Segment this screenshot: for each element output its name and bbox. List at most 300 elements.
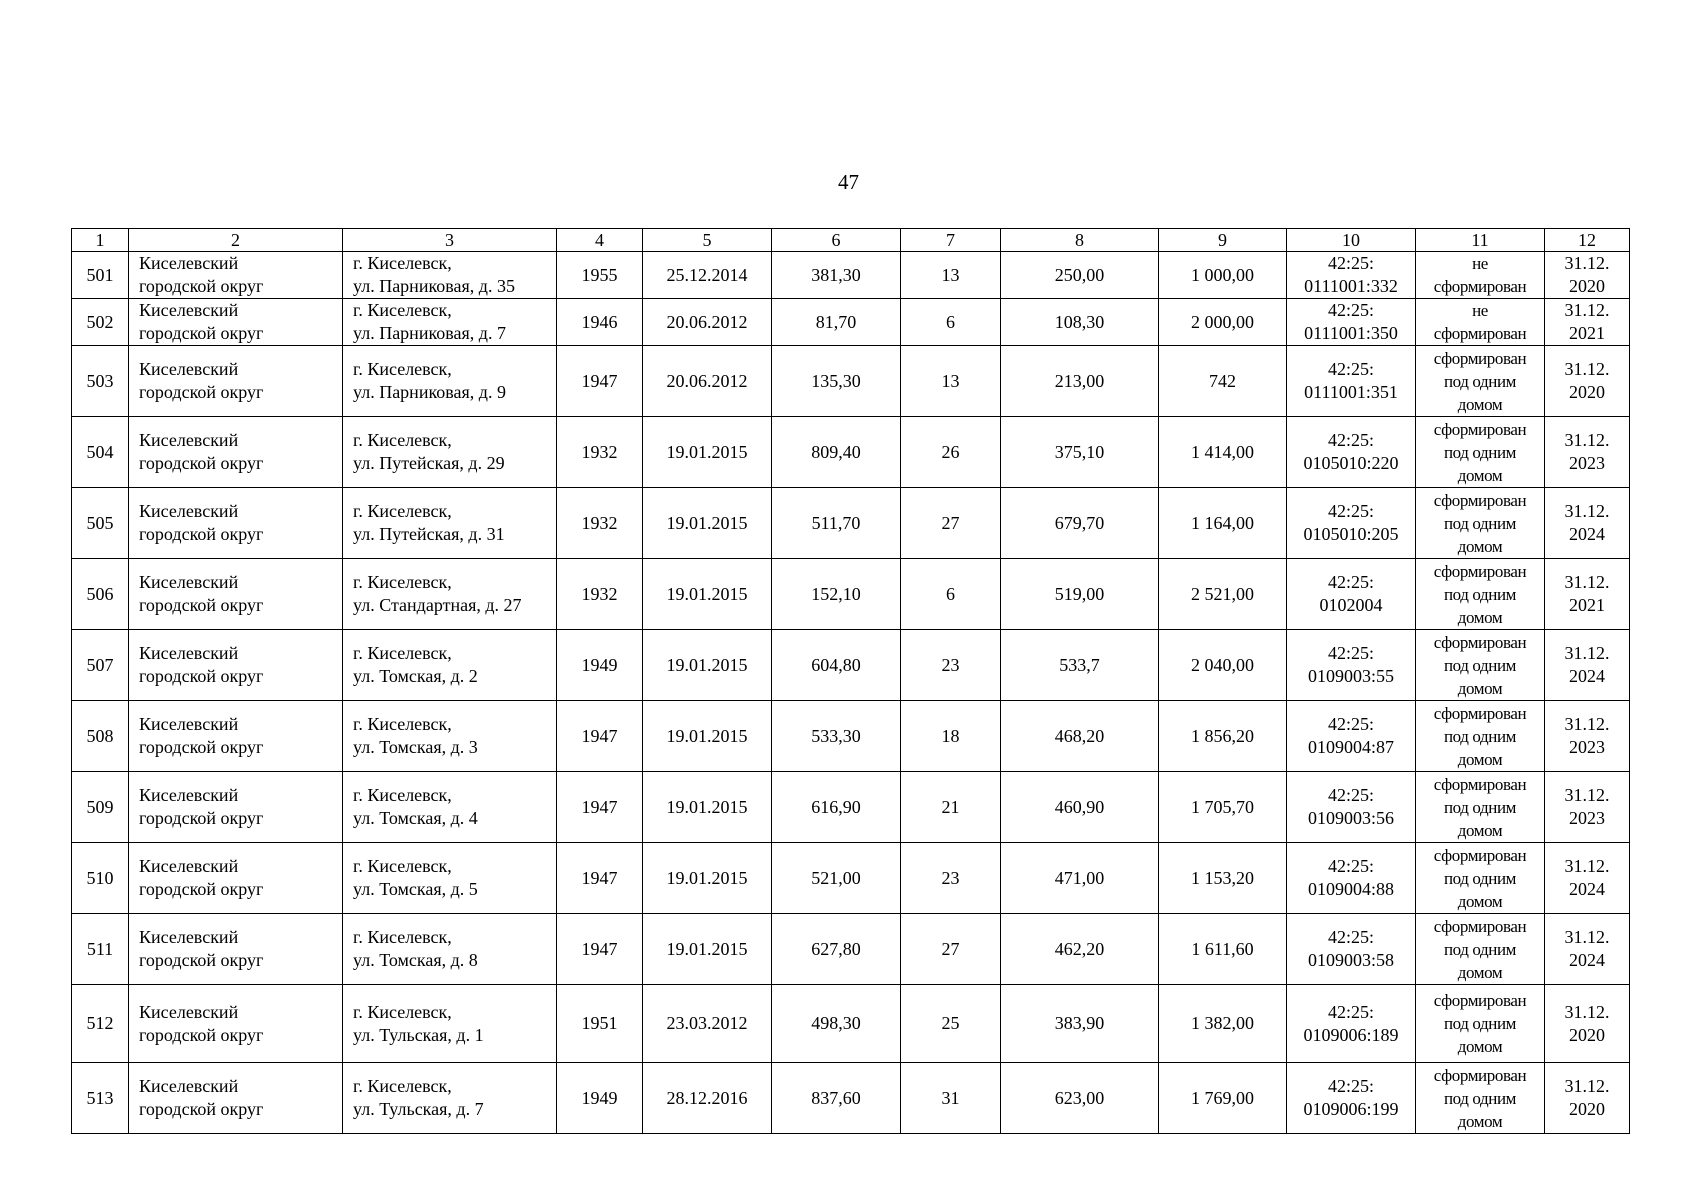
land-area-cell: 1 611,60 xyxy=(1159,914,1287,985)
cell-line: сформирован xyxy=(1433,419,1527,439)
address-cell xyxy=(343,772,557,843)
cell-line: сформирован xyxy=(1433,916,1527,936)
count-cell: 25 xyxy=(901,985,1001,1063)
column-number: 3 xyxy=(343,229,557,252)
area-cell: 498,30 xyxy=(772,985,901,1063)
deadline-cell xyxy=(1545,701,1630,772)
cadastral-number-cell xyxy=(1287,1063,1416,1134)
cell-line: под одним xyxy=(1443,442,1517,462)
cell-line: ул. Стандартная, д. 27 xyxy=(353,595,522,615)
deadline-cell xyxy=(1545,346,1630,417)
page-number: 47 xyxy=(838,170,859,194)
cell-line: городской округ xyxy=(139,453,264,473)
cell-line: г. Киселевск, xyxy=(353,785,452,805)
cell-line: 42:25: xyxy=(1327,253,1374,273)
count-cell: 13 xyxy=(901,346,1001,417)
area-cell: 135,30 xyxy=(772,346,901,417)
cell-line: 31.12. xyxy=(1564,1001,1610,1022)
year-cell: 1947 xyxy=(557,346,643,417)
year-cell: 1955 xyxy=(557,252,643,299)
cell-line: городской округ xyxy=(139,1099,264,1119)
deadline-cell xyxy=(1545,299,1630,346)
cadastral-number-cell xyxy=(1287,914,1416,985)
land-area-cell: 2 000,00 xyxy=(1159,299,1287,346)
column-number-row xyxy=(72,229,1630,252)
cell-line: сформирован xyxy=(1433,348,1527,368)
cadastral-number-cell xyxy=(1287,488,1416,559)
cell-line: Киселевский xyxy=(139,785,239,805)
cell-line: 0109003:58 xyxy=(1307,950,1394,970)
cell-line: ул. Томская, д. 4 xyxy=(353,808,478,828)
cell-line: 31.12. xyxy=(1564,430,1610,450)
year-cell: 1932 xyxy=(557,488,643,559)
area-cell: 250,00 xyxy=(1001,252,1159,299)
district-cell xyxy=(129,299,343,346)
cell-line: 42:25: xyxy=(1327,300,1374,320)
deadline-cell xyxy=(1545,252,1630,299)
area-cell: 468,20 xyxy=(1001,701,1159,772)
land-status-cell xyxy=(1416,346,1545,417)
area-cell: 519,00 xyxy=(1001,559,1159,630)
cell-line: под одним xyxy=(1443,1014,1517,1033)
cell-line: 2020 xyxy=(1569,382,1605,402)
cell-line: 31.12. xyxy=(1564,501,1610,521)
cell-line: ул. Парниковая, д. 35 xyxy=(353,276,515,296)
count-cell: 27 xyxy=(901,488,1001,559)
area-cell: 809,40 xyxy=(772,417,901,488)
year-cell: 1951 xyxy=(557,985,643,1063)
count-cell: 6 xyxy=(901,299,1001,346)
cell-line: 0111001:351 xyxy=(1304,382,1398,402)
cell-line: 31.12. xyxy=(1564,359,1610,379)
land-status-cell xyxy=(1416,1063,1545,1134)
area-cell: 462,20 xyxy=(1001,914,1159,985)
cell-line: домом xyxy=(1457,1037,1503,1056)
date-cell: 19.01.2015 xyxy=(643,559,772,630)
cell-line: 0111001:332 xyxy=(1304,276,1398,296)
cell-line: 0109006:189 xyxy=(1303,1024,1399,1045)
cell-line: г. Киселевск, xyxy=(353,1076,452,1096)
district-cell xyxy=(129,701,343,772)
cell-line: городской округ xyxy=(139,879,264,899)
year-cell: 1949 xyxy=(557,1063,643,1134)
table-row xyxy=(72,346,1630,417)
year-cell: 1946 xyxy=(557,299,643,346)
cadastral-number-cell xyxy=(1287,299,1416,346)
area-cell: 533,30 xyxy=(772,701,901,772)
table-row xyxy=(72,488,1630,559)
column-number: 8 xyxy=(1001,229,1159,252)
area-cell: 471,00 xyxy=(1001,843,1159,914)
cell-line: сформирован xyxy=(1433,774,1527,794)
land-status-cell xyxy=(1416,417,1545,488)
area-cell: 108,30 xyxy=(1001,299,1159,346)
cell-line: городской округ xyxy=(139,595,264,615)
deadline-cell xyxy=(1545,488,1630,559)
district-cell xyxy=(129,488,343,559)
cell-line: 2023 xyxy=(1569,737,1605,757)
cell-line: г. Киселевск, xyxy=(353,1001,452,1022)
cell-line: городской округ xyxy=(139,950,264,970)
district-cell xyxy=(129,843,343,914)
cell-line: 42:25: xyxy=(1327,714,1374,734)
cell-line: домом xyxy=(1457,749,1503,769)
area-cell: 679,70 xyxy=(1001,488,1159,559)
cell-line: под одним xyxy=(1443,939,1517,959)
land-status-cell xyxy=(1416,252,1545,299)
cell-line: 2024 xyxy=(1569,950,1605,970)
cell-line: ул. Парниковая, д. 7 xyxy=(353,323,506,343)
cell-line: сформирован xyxy=(1433,324,1527,343)
count-cell: 13 xyxy=(901,252,1001,299)
address-cell xyxy=(343,701,557,772)
date-cell: 19.01.2015 xyxy=(643,772,772,843)
cell-line: 42:25: xyxy=(1327,572,1374,592)
cell-line: Киселевский xyxy=(139,253,239,273)
cell-line: 31.12. xyxy=(1564,714,1610,734)
cadastral-number-cell xyxy=(1287,417,1416,488)
cadastral-number-cell xyxy=(1287,985,1416,1063)
area-cell: 837,60 xyxy=(772,1063,901,1134)
cell-line: домом xyxy=(1457,394,1503,414)
deadline-cell xyxy=(1545,417,1630,488)
land-status-cell xyxy=(1416,772,1545,843)
cell-line: ул. Тульская, д. 7 xyxy=(353,1099,484,1119)
address-cell xyxy=(343,630,557,701)
table-row xyxy=(72,559,1630,630)
cell-line: Киселевский xyxy=(139,430,239,450)
cell-line: городской округ xyxy=(139,524,264,544)
address-cell xyxy=(343,488,557,559)
cell-line: 0111001:350 xyxy=(1304,323,1398,343)
table-row xyxy=(72,299,1630,346)
cadastral-number-cell xyxy=(1287,772,1416,843)
cell-line: ул. Тульская, д. 1 xyxy=(353,1024,484,1045)
cell-line: 42:25: xyxy=(1327,785,1374,805)
land-area-cell: 2 521,00 xyxy=(1159,559,1287,630)
cell-line: 42:25: xyxy=(1327,1001,1374,1022)
cell-line: ул. Парниковая, д. 9 xyxy=(353,382,506,402)
row-number-cell: 501 xyxy=(72,252,129,299)
cell-line: сформирован xyxy=(1433,490,1527,510)
table-body xyxy=(72,252,1630,1134)
deadline-cell xyxy=(1545,559,1630,630)
cell-line: 2021 xyxy=(1569,323,1605,343)
cell-line: г. Киселевск, xyxy=(353,643,452,663)
cell-line: г. Киселевск, xyxy=(353,501,452,521)
cell-line: под одним xyxy=(1443,1088,1517,1108)
cell-line: домом xyxy=(1457,678,1503,698)
area-cell: 604,80 xyxy=(772,630,901,701)
column-number: 10 xyxy=(1287,229,1416,252)
row-number-cell: 503 xyxy=(72,346,129,417)
area-cell: 511,70 xyxy=(772,488,901,559)
address-cell xyxy=(343,252,557,299)
deadline-cell xyxy=(1545,772,1630,843)
column-number: 7 xyxy=(901,229,1001,252)
land-status-cell xyxy=(1416,701,1545,772)
cell-line: г. Киселевск, xyxy=(353,359,452,379)
count-cell: 18 xyxy=(901,701,1001,772)
cell-line: 0109003:55 xyxy=(1307,666,1394,686)
cell-line: под одним xyxy=(1443,655,1517,675)
cell-line: Киселевский xyxy=(139,856,239,876)
land-status-cell xyxy=(1416,985,1545,1063)
cadastral-number-cell xyxy=(1287,843,1416,914)
deadline-cell xyxy=(1545,630,1630,701)
cell-line: 0105010:220 xyxy=(1303,453,1399,473)
count-cell: 21 xyxy=(901,772,1001,843)
table-row xyxy=(72,630,1630,701)
cell-line: под одним xyxy=(1443,726,1517,746)
column-number: 4 xyxy=(557,229,643,252)
column-number: 2 xyxy=(129,229,343,252)
address-cell xyxy=(343,985,557,1063)
cell-line: 2021 xyxy=(1569,595,1605,615)
area-cell: 460,90 xyxy=(1001,772,1159,843)
cell-line: домом xyxy=(1457,1111,1503,1131)
cell-line: г. Киселевск, xyxy=(353,714,452,734)
land-status-cell xyxy=(1416,914,1545,985)
table-row xyxy=(72,914,1630,985)
cell-line: ул. Путейская, д. 31 xyxy=(353,524,505,544)
cell-line: 2020 xyxy=(1569,276,1605,296)
cell-line: 31.12. xyxy=(1564,643,1610,663)
cell-line: Киселевский xyxy=(139,359,239,379)
land-status-cell xyxy=(1416,559,1545,630)
land-area-cell: 1 382,00 xyxy=(1159,985,1287,1063)
cell-line: домом xyxy=(1457,962,1503,982)
area-cell: 627,80 xyxy=(772,914,901,985)
cell-line: г. Киселевск, xyxy=(353,300,452,320)
deadline-cell xyxy=(1545,985,1630,1063)
land-status-cell xyxy=(1416,488,1545,559)
row-number-cell: 512 xyxy=(72,985,129,1063)
district-cell xyxy=(129,346,343,417)
cell-line: под одним xyxy=(1443,513,1517,533)
deadline-cell xyxy=(1545,1063,1630,1134)
date-cell: 19.01.2015 xyxy=(643,417,772,488)
cell-line: домом xyxy=(1457,536,1503,556)
cell-line: Киселевский xyxy=(139,643,239,663)
year-cell: 1932 xyxy=(557,417,643,488)
cell-line: 31.12. xyxy=(1564,927,1610,947)
date-cell: 19.01.2015 xyxy=(643,630,772,701)
cell-line: Киселевский xyxy=(139,714,239,734)
cell-line: 0109006:199 xyxy=(1303,1099,1399,1119)
district-cell xyxy=(129,914,343,985)
row-number-cell: 506 xyxy=(72,559,129,630)
cell-line: домом xyxy=(1457,820,1503,840)
cell-line: 0109003:56 xyxy=(1307,808,1394,828)
area-cell: 616,90 xyxy=(772,772,901,843)
land-area-cell: 1 856,20 xyxy=(1159,701,1287,772)
cell-line: 42:25: xyxy=(1327,430,1374,450)
cell-line: под одним xyxy=(1443,371,1517,391)
land-area-cell: 1 153,20 xyxy=(1159,843,1287,914)
cell-line: 42:25: xyxy=(1327,927,1374,947)
cell-line: Киселевский xyxy=(139,501,239,521)
count-cell: 23 xyxy=(901,843,1001,914)
area-cell: 521,00 xyxy=(772,843,901,914)
row-number-cell: 505 xyxy=(72,488,129,559)
cell-line: городской округ xyxy=(139,276,264,296)
cell-line: 31.12. xyxy=(1564,856,1610,876)
cell-line: не xyxy=(1472,254,1488,273)
district-cell xyxy=(129,559,343,630)
cell-line: 0102004 xyxy=(1319,595,1383,615)
cell-line: городской округ xyxy=(139,1024,264,1045)
cadastral-number-cell xyxy=(1287,701,1416,772)
cell-line: 2024 xyxy=(1569,879,1605,899)
cell-line: 31.12. xyxy=(1564,300,1610,320)
row-number-cell: 513 xyxy=(72,1063,129,1134)
count-cell: 23 xyxy=(901,630,1001,701)
land-area-cell: 1 000,00 xyxy=(1159,252,1287,299)
cell-line: ул. Томская, д. 8 xyxy=(353,950,478,970)
area-cell: 152,10 xyxy=(772,559,901,630)
count-cell: 27 xyxy=(901,914,1001,985)
year-cell: 1947 xyxy=(557,701,643,772)
district-cell xyxy=(129,772,343,843)
column-number: 1 xyxy=(72,229,129,252)
table-row xyxy=(72,985,1630,1063)
cell-line: ул. Томская, д. 2 xyxy=(353,666,478,686)
cell-line: сформирован xyxy=(1433,632,1527,652)
cell-line: сформирован xyxy=(1433,561,1527,581)
cell-line: сформирован xyxy=(1433,1065,1527,1085)
land-status-cell xyxy=(1416,630,1545,701)
cell-line: г. Киселевск, xyxy=(353,856,452,876)
cell-line: городской округ xyxy=(139,737,264,757)
cell-line: 0105010:205 xyxy=(1303,524,1399,544)
row-number-cell: 508 xyxy=(72,701,129,772)
address-cell xyxy=(343,1063,557,1134)
row-number-cell: 502 xyxy=(72,299,129,346)
deadline-cell xyxy=(1545,914,1630,985)
table-row xyxy=(72,1063,1630,1134)
cell-line: под одним xyxy=(1443,868,1517,888)
cell-line: городской округ xyxy=(139,808,264,828)
date-cell: 20.06.2012 xyxy=(643,299,772,346)
cell-line: г. Киселевск, xyxy=(353,927,452,947)
cell-line: 2023 xyxy=(1569,808,1605,828)
address-cell xyxy=(343,559,557,630)
land-area-cell: 742 xyxy=(1159,346,1287,417)
column-number: 6 xyxy=(772,229,901,252)
date-cell: 19.01.2015 xyxy=(643,488,772,559)
cell-line: домом xyxy=(1457,465,1503,485)
address-cell xyxy=(343,299,557,346)
cell-line: 42:25: xyxy=(1327,501,1374,521)
cell-line: сформирован xyxy=(1433,703,1527,723)
cell-line: 2023 xyxy=(1569,453,1605,473)
column-number: 9 xyxy=(1159,229,1287,252)
district-cell xyxy=(129,1063,343,1134)
cadastral-number-cell xyxy=(1287,346,1416,417)
year-cell: 1947 xyxy=(557,772,643,843)
district-cell xyxy=(129,417,343,488)
year-cell: 1932 xyxy=(557,559,643,630)
land-area-cell: 1 769,00 xyxy=(1159,1063,1287,1134)
address-cell xyxy=(343,843,557,914)
cell-line: под одним xyxy=(1443,797,1517,817)
cell-line: Киселевский xyxy=(139,300,239,320)
row-number-cell: 504 xyxy=(72,417,129,488)
district-cell xyxy=(129,985,343,1063)
land-status-cell xyxy=(1416,843,1545,914)
year-cell: 1947 xyxy=(557,843,643,914)
column-number: 11 xyxy=(1416,229,1545,252)
land-area-cell: 1 164,00 xyxy=(1159,488,1287,559)
deadline-cell xyxy=(1545,843,1630,914)
area-cell: 383,90 xyxy=(1001,985,1159,1063)
count-cell: 26 xyxy=(901,417,1001,488)
address-cell xyxy=(343,346,557,417)
area-cell: 533,7 xyxy=(1001,630,1159,701)
count-cell: 31 xyxy=(901,1063,1001,1134)
cell-line: 42:25: xyxy=(1327,1076,1374,1096)
table-row xyxy=(72,843,1630,914)
date-cell: 19.01.2015 xyxy=(643,701,772,772)
cell-line: сформирован xyxy=(1433,277,1527,296)
cell-line: 2020 xyxy=(1569,1099,1605,1119)
year-cell: 1949 xyxy=(557,630,643,701)
land-area-cell: 1 705,70 xyxy=(1159,772,1287,843)
cell-line: 42:25: xyxy=(1327,359,1374,379)
row-number-cell: 510 xyxy=(72,843,129,914)
area-cell: 381,30 xyxy=(772,252,901,299)
cell-line: 42:25: xyxy=(1327,643,1374,663)
cadastral-number-cell xyxy=(1287,630,1416,701)
cell-line: г. Киселевск, xyxy=(353,572,452,592)
year-cell: 1947 xyxy=(557,914,643,985)
cell-line: 31.12. xyxy=(1564,572,1610,592)
cell-line: Киселевский xyxy=(139,1001,239,1022)
address-cell xyxy=(343,417,557,488)
cell-line: ул. Томская, д. 3 xyxy=(353,737,478,757)
cell-line: Киселевский xyxy=(139,572,239,592)
cell-line: 2020 xyxy=(1569,1024,1605,1045)
table-row xyxy=(72,772,1630,843)
land-area-cell: 2 040,00 xyxy=(1159,630,1287,701)
cell-line: домом xyxy=(1457,607,1503,627)
cell-line: Киселевский xyxy=(139,1076,239,1096)
land-status-cell xyxy=(1416,299,1545,346)
cell-line: не xyxy=(1472,301,1488,320)
cell-line: домом xyxy=(1457,891,1503,911)
cell-line: 42:25: xyxy=(1327,856,1374,876)
cell-line: 31.12. xyxy=(1564,785,1610,805)
area-cell: 81,70 xyxy=(772,299,901,346)
table-row xyxy=(72,417,1630,488)
column-number: 5 xyxy=(643,229,772,252)
row-number-cell: 511 xyxy=(72,914,129,985)
area-cell: 213,00 xyxy=(1001,346,1159,417)
table-row xyxy=(72,252,1630,299)
area-cell: 623,00 xyxy=(1001,1063,1159,1134)
cell-line: г. Киселевск, xyxy=(353,430,452,450)
cell-line: 0109004:88 xyxy=(1307,879,1394,899)
cell-line: городской округ xyxy=(139,382,264,402)
address-cell xyxy=(343,914,557,985)
row-number-cell: 509 xyxy=(72,772,129,843)
date-cell: 23.03.2012 xyxy=(643,985,772,1063)
date-cell: 25.12.2014 xyxy=(643,252,772,299)
date-cell: 28.12.2016 xyxy=(643,1063,772,1134)
district-cell xyxy=(129,630,343,701)
cell-line: ул. Томская, д. 5 xyxy=(353,879,478,899)
